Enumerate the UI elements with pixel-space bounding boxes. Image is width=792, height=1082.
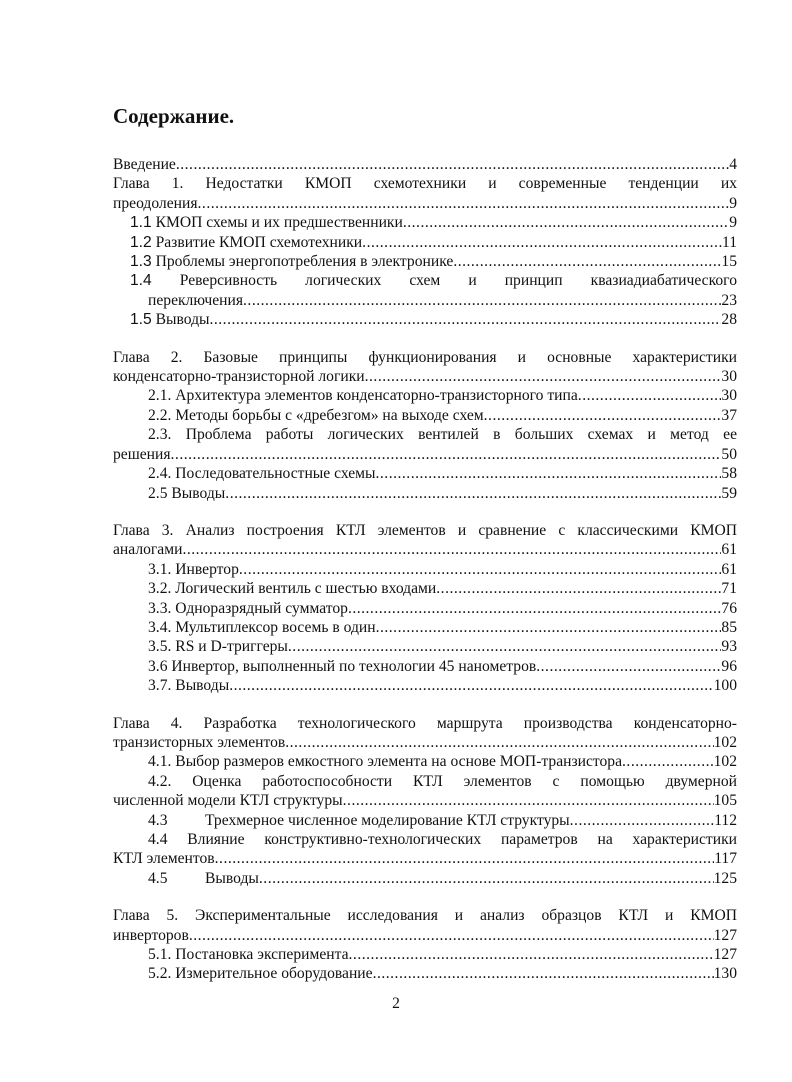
- dot-leader: [215, 849, 715, 868]
- page-ref: 76: [721, 599, 737, 617]
- entry-text: 3.5. RS и D-триггеры: [148, 638, 288, 656]
- page-ref: 30: [721, 368, 737, 386]
- dot-leader: [348, 599, 721, 618]
- entry-text: 3.2. Логический вентиль с шестью входами: [148, 580, 437, 598]
- entry-text: 3.4. Мультиплексор восемь в один: [148, 618, 376, 636]
- page-ref: 127: [713, 926, 737, 944]
- entry-text: КТЛ элементов: [113, 850, 215, 868]
- page-ref: 130: [713, 965, 737, 983]
- toc-entry: 4.2. Оценка работоспособности КТЛ элементов с помощью двумерной: [148, 772, 737, 790]
- toc-entry: [113, 560, 737, 579]
- entry-text: КМОП схемы и их предшественники: [151, 214, 403, 232]
- entry-text: аналогами: [113, 541, 183, 559]
- dot-leader: [536, 657, 721, 676]
- entry-text: Выводы: [151, 311, 210, 329]
- page-ref: 11: [721, 233, 737, 251]
- dot-leader: [570, 811, 715, 830]
- chapter-heading-cont: [113, 194, 737, 213]
- dot-leader: [259, 869, 714, 888]
- entry-text: 1.3: [130, 253, 152, 271]
- chapter-heading: Глава 3. Анализ построения КТЛ элементов и сравнение с классическими КМОП: [113, 521, 737, 539]
- dot-leader: [376, 618, 722, 637]
- toc-entry: [113, 213, 737, 232]
- dot-leader: [171, 445, 722, 464]
- toc-entry: [113, 599, 737, 618]
- entry-text: [148, 869, 259, 888]
- page-ref: 58: [721, 465, 737, 483]
- entry-text: Введение: [113, 156, 176, 173]
- toc-entry-cont: [113, 849, 737, 868]
- entry-text: преодоления: [113, 194, 198, 212]
- dot-leader: [349, 945, 714, 964]
- entry-text: [148, 811, 570, 830]
- dot-leader: [362, 233, 722, 252]
- entry-text: 5.1. Постановка эксперимента: [148, 946, 349, 964]
- section-spacer: [113, 330, 737, 348]
- dot-leader: [176, 155, 729, 174]
- toc-entry: [113, 310, 737, 329]
- section-spacer: [113, 503, 737, 521]
- entry-text: инверторов: [113, 926, 189, 944]
- entry-text: [130, 310, 209, 329]
- page-ref: 28: [721, 311, 737, 329]
- toc-entry: [113, 657, 737, 676]
- chapter-heading-cont: [113, 540, 737, 559]
- dot-leader: [225, 484, 721, 503]
- page-ref: 4: [729, 156, 737, 173]
- entry-text: 2.5 Выводы: [148, 484, 226, 502]
- page-ref: 105: [713, 792, 737, 810]
- toc-entry: [113, 869, 737, 888]
- chapter-heading-cont: [113, 367, 737, 386]
- toc-entry: [113, 252, 737, 271]
- entry-text: 3.6 Инвертор, выполненный по технологии 45 нанометров: [148, 657, 537, 675]
- page-ref: 15: [721, 253, 737, 271]
- toc-entry: [113, 964, 737, 983]
- chapter-heading: Глава 1. Недостатки КМОП схемотехники и современные тенденции их: [113, 175, 737, 193]
- entry-text: 4.5: [148, 869, 168, 887]
- page-ref: 127: [713, 946, 737, 964]
- entry-text: конденсаторно-транзисторной логики: [113, 368, 365, 386]
- page-ref: 9: [729, 214, 737, 232]
- dot-leader: [484, 406, 722, 425]
- entry-text: транзисторных элементов: [113, 733, 286, 751]
- dot-leader: [239, 560, 722, 579]
- dot-leader: [229, 676, 713, 695]
- entry-text: Выводы: [205, 869, 259, 887]
- entry-text: 4.3: [148, 811, 168, 829]
- entry-text: 4.1. Выбор размеров емкостного элемента на основе МОП-транзистора: [148, 753, 623, 771]
- toc-entry: [113, 271, 737, 290]
- entry-text: решения: [113, 445, 171, 463]
- toc-entry: [113, 464, 737, 483]
- dot-leader: [182, 540, 721, 559]
- dot-leader: [198, 194, 730, 213]
- entry-text: 2.1. Архитектура элементов конденсаторно-транзисторного типа: [148, 387, 578, 405]
- entry-text: переключения: [148, 291, 244, 309]
- page-ref: 100: [713, 677, 737, 695]
- entry-text: 2.2. Методы борьбы с «дребезгом» на выходе схем: [148, 406, 484, 424]
- page-ref: 117: [714, 850, 737, 868]
- dot-leader: [189, 926, 714, 945]
- dot-leader: [343, 791, 714, 810]
- dot-leader: [365, 367, 722, 386]
- page-ref: 9: [729, 194, 737, 212]
- dot-leader: [373, 964, 714, 983]
- page-ref: 85: [721, 618, 737, 636]
- page-number: 2: [392, 995, 400, 1012]
- chapter-heading: Глава 5. Экспериментальные исследования и анализ образцов КТЛ и КМОП: [113, 907, 737, 925]
- toc-entry: 2.3. Проблема работы логических вентилей в больших схемах и метод ее: [148, 426, 737, 444]
- entry-text: Проблемы энергопотребления в электронике: [151, 253, 454, 271]
- entry-text: Развитие КМОП схемотехники: [151, 233, 363, 251]
- entry-text: 1.4: [130, 272, 152, 290]
- page-ref: 125: [713, 869, 737, 887]
- toc-entry: [113, 752, 737, 771]
- page-ref: 96: [721, 657, 737, 675]
- table-of-contents: [113, 155, 737, 984]
- page-ref: 59: [721, 484, 737, 502]
- entry-text: 3.7. Выводы: [148, 677, 230, 695]
- toc-entry: [113, 676, 737, 695]
- toc-entry: 4.4 Влияние конструктивно-технологических параметров на характеристики: [148, 831, 737, 848]
- toc-entry: [113, 637, 737, 656]
- entry-text: 1.5: [130, 311, 152, 329]
- dot-leader: [622, 752, 714, 771]
- dot-leader: [403, 213, 729, 232]
- entry-text: [130, 233, 362, 252]
- toc-entry: [113, 386, 737, 405]
- page-ref: 50: [721, 445, 737, 463]
- entry-text: Реверсивность логических схем и принцип квазиадиабатического: [151, 272, 737, 290]
- page-ref: 71: [721, 580, 737, 598]
- toc-entry: [113, 484, 737, 503]
- page-title: Содержание.: [113, 104, 235, 128]
- page-ref: 23: [721, 291, 737, 309]
- page-ref: 61: [721, 541, 737, 559]
- page-ref: 102: [713, 753, 737, 771]
- page-ref: 102: [713, 733, 737, 751]
- dot-leader: [436, 579, 721, 598]
- toc-entry-cont: [113, 445, 737, 464]
- dot-leader: [578, 386, 722, 405]
- toc-entry: [113, 406, 737, 425]
- toc-entry-intro: [113, 155, 737, 174]
- chapter-heading-cont: [113, 733, 737, 752]
- dot-leader: [288, 637, 722, 656]
- toc-entry: [113, 233, 737, 252]
- dot-leader: [285, 733, 713, 752]
- dot-leader: [376, 464, 722, 483]
- chapter-heading: Глава 2. Базовые принципы функционирования и основные характеристики: [113, 348, 737, 366]
- chapter-heading-cont: [113, 926, 737, 945]
- dot-leader: [453, 252, 721, 271]
- entry-text: 5.2. Измерительное оборудование: [148, 965, 373, 983]
- section-spacer: [113, 696, 737, 714]
- page-ref: 37: [721, 406, 737, 424]
- entry-text: численной модели КТЛ структуры: [113, 792, 343, 810]
- toc-entry: [113, 945, 737, 964]
- toc-entry: [113, 618, 737, 637]
- page-ref: 30: [721, 387, 737, 405]
- entry-text: 1.1: [130, 214, 152, 232]
- page-ref: 93: [721, 638, 737, 656]
- entry-text: [130, 213, 403, 232]
- toc-entry-cont: [113, 791, 737, 810]
- entry-text: Трехмерное численное моделирование КТЛ структуры: [205, 811, 570, 829]
- toc-entry: [113, 811, 737, 830]
- entry-text: 3.1. Инвертор: [148, 560, 239, 578]
- entry-text: [130, 252, 453, 271]
- section-spacer: [113, 888, 737, 906]
- entry-text: 3.3. Одноразрядный сумматор: [148, 599, 348, 617]
- toc-entry-cont: [113, 291, 737, 310]
- entry-text: 1.2: [130, 233, 152, 251]
- dot-leader: [209, 310, 721, 329]
- dot-leader: [243, 291, 721, 310]
- page-ref: 61: [721, 560, 737, 578]
- chapter-heading: Глава 4. Разработка технологического маршрута производства конденсаторно-: [113, 714, 737, 732]
- toc-entry: [113, 579, 737, 598]
- entry-text: 2.4. Последовательностные схемы: [148, 465, 376, 483]
- page-ref: 112: [714, 811, 737, 829]
